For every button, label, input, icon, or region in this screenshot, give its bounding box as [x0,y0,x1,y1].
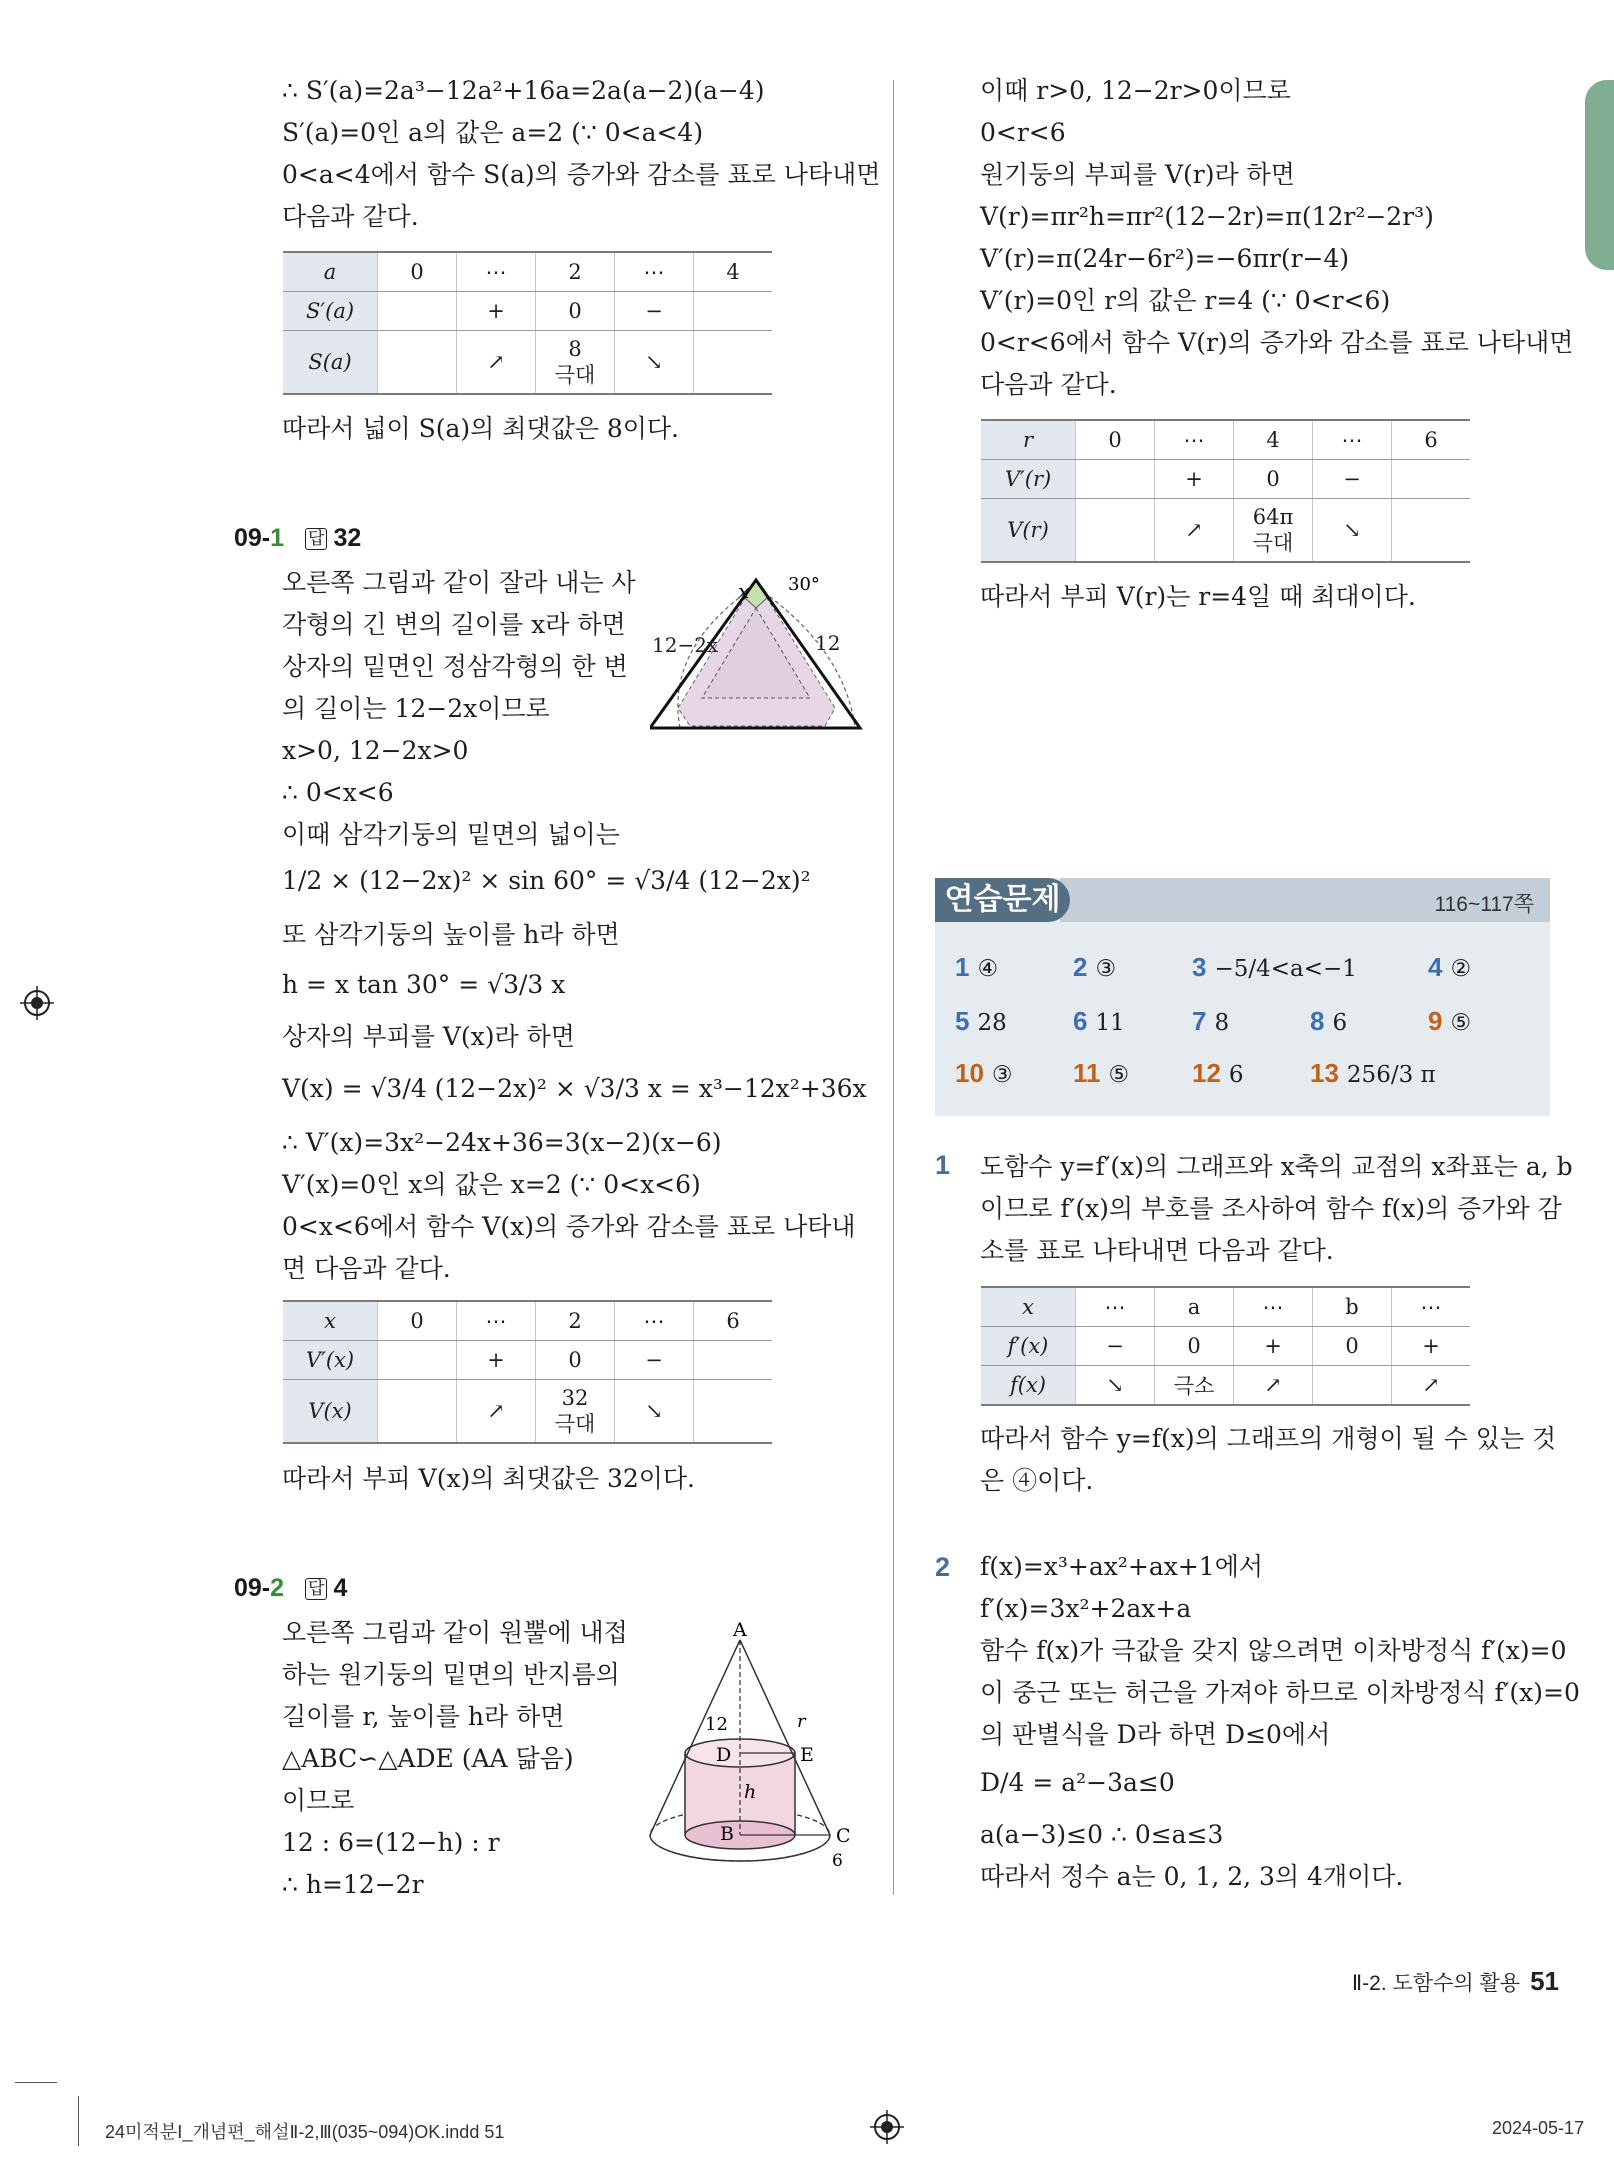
table-cell: ↗ [1392,1366,1471,1406]
table-cell: x [981,1287,1076,1327]
table-cell [694,1341,773,1380]
text-line: 이므로 f′(x)의 부호를 조사하여 함수 f(x)의 증가와 감 [980,1194,1562,1223]
fig-label-angle: 30° [788,574,820,595]
text-line: 소를 표로 나타내면 다음과 같다. [980,1236,1334,1265]
table-cell [1313,1366,1392,1406]
text-line: 따라서 함수 y=f(x)의 그래프의 개형이 될 수 있는 것 [980,1424,1557,1453]
table-cell [694,1380,773,1444]
table-cell: 극소 [1155,1366,1234,1406]
table-cell: ⋯ [1234,1287,1313,1327]
table-cell: 8 극대 [536,331,615,395]
table-cell: + [1392,1327,1471,1366]
table-cell: 0 [1076,420,1155,460]
answer-text: 6 [1228,1062,1244,1088]
table-cell [378,292,457,331]
running-head [1352,1966,1559,1997]
table-cell [1076,460,1155,499]
table-cell: 0 [536,292,615,331]
exercise-title: 연습문제 [935,878,1070,922]
answer-number: 10 [955,1058,984,1088]
problem-number: 2 [270,1574,285,1602]
text-line: 은 ④이다. [980,1466,1094,1495]
table-cell: ⋯ [1076,1287,1155,1327]
text-line: ∴ h=12−2r [282,1870,424,1899]
answer-text: 256/3 π [1346,1062,1436,1088]
text-line: 0<r<6에서 함수 V(r)의 증가와 감소를 표로 나타내면 [980,328,1574,357]
table-cell: S(a) [283,331,378,395]
text-line: a(a−3)≤0 ∴ 0≤a≤3 [980,1820,1224,1849]
table-cell: 0 [1313,1327,1392,1366]
answer-text: ⑤ [1108,1062,1130,1088]
answer-number: 4 [1428,952,1443,982]
text-line: 이므로 [282,1786,355,1815]
fig-label-r: r [797,1711,806,1732]
exercise-answer [1192,1058,1244,1089]
problem-id-09-1 [234,524,361,553]
fig-label-A: A [733,1620,747,1641]
answer-text: ⑤ [1450,1010,1472,1036]
text-line: f(x)=x³+ax²+ax+1에서 [980,1552,1264,1581]
fig-label-12: 12 [815,631,841,655]
fig-label-12: 12 [705,1714,728,1735]
table-cell: 0 [378,252,457,292]
problem-number: 1 [270,524,285,552]
text-line: 원기둥의 부피를 V(r)라 하면 [980,160,1295,189]
text-line: 함수 f(x)가 극값을 갖지 않으려면 이차방정식 f′(x)=0 [980,1636,1567,1665]
table-cell [694,292,773,331]
table-cell: + [1155,460,1234,499]
text-line: x>0, 12−2x>0 [282,736,469,765]
sign-table-fx [981,1286,1470,1406]
text-line: V′(r)=0인 r의 값은 r=4 (∵ 0<r<6) [980,286,1391,315]
answer-number: 5 [955,1006,970,1036]
exercise-answer [955,952,998,983]
answer-label: 답 [305,1578,327,1600]
table-cell [694,331,773,395]
text-line: ∴ S′(a)=2a³−12a²+16a=2a(a−2)(a−4) [282,76,765,105]
text-line: 하는 원기둥의 밑면의 반지름의 [282,1660,620,1689]
text-line: 다음과 같다. [282,202,419,231]
text-line: 이 중근 또는 허근을 가져야 하므로 이차방정식 f′(x)=0 [980,1678,1580,1707]
text-line: 오른쪽 그림과 같이 원뿔에 내접 [282,1618,628,1647]
table-cell: a [1155,1287,1234,1327]
table-cell: − [615,292,694,331]
exercise-answer [955,1058,1013,1089]
answer-number: 1 [955,952,970,982]
table-cell: f(x) [981,1366,1076,1406]
conclusion-text: 따라서 부피 V(x)의 최댓값은 32이다. [282,1464,696,1493]
math-line: 1/2 × (12−2x)² × sin 60° = √3/4 (12−2x)² [282,866,811,895]
table-cell: 2 [536,252,615,292]
text-line: △ABC∽△ADE (AA 닮음) [282,1744,574,1773]
answer-number: 7 [1192,1006,1207,1036]
text-line: 의 판별식을 D라 하면 D≤0에서 [980,1720,1331,1749]
sign-table-vr [981,419,1470,563]
table-cell: 0 [1155,1327,1234,1366]
table-cell: + [457,1341,536,1380]
exercise-answer [1073,1006,1125,1037]
text-line: V′(x)=0인 x의 값은 x=2 (∵ 0<x<6) [282,1170,701,1199]
table-cell [378,331,457,395]
answer-number: 12 [1192,1058,1221,1088]
conclusion-text: 따라서 넓이 S(a)의 최댓값은 8이다. [282,414,679,443]
conclusion-text: 따라서 부피 V(r)는 r=4일 때 최대이다. [980,582,1416,611]
chapter-side-tab [1585,80,1614,270]
text-line: 0<r<6 [980,118,1066,147]
text-line: 도함수 y=f′(x)의 그래프와 x축의 교점의 x좌표는 a, b [980,1152,1573,1181]
print-date: 2024-05-17 [1492,2118,1585,2138]
problem-id-09-2 [234,1574,347,1603]
table-cell: r [981,420,1076,460]
fig-label-B: B [720,1823,734,1845]
exercise-pages: 116~117쪽 [1434,893,1534,916]
text-line: 상자의 부피를 V(x)라 하면 [282,1022,575,1051]
table-cell: 0 [1234,460,1313,499]
file-name: 24미적분Ⅰ_개념편_해설Ⅱ-2,Ⅲ(035~094)OK.indd 51 [105,2122,505,2142]
registration-mark-icon [870,2110,904,2144]
table-cell: − [1313,460,1392,499]
text-line: 따라서 정수 a는 0, 1, 2, 3의 4개이다. [980,1862,1404,1891]
text-line: ∴ V′(x)=3x²−24x+36=3(x−2)(x−6) [282,1128,722,1157]
table-cell: + [457,292,536,331]
text-line: V′(r)=π(24r−6r²)=−6πr(r−4) [980,244,1350,273]
table-cell: V′(x) [283,1341,378,1380]
answer-number: 8 [1310,1006,1325,1036]
table-cell [1076,499,1155,563]
exercise-answer [1310,1006,1347,1037]
crop-mark [15,2082,57,2083]
table-cell: ⋯ [615,252,694,292]
table-cell: 6 [694,1301,773,1341]
text-line: ∴ 0<x<6 [282,778,394,807]
exercise-answer [1428,952,1471,983]
answer-text: ③ [991,1062,1013,1088]
text-line: 0<a<4에서 함수 S(a)의 증가와 감소를 표로 나타내면 [282,160,881,189]
exercise-answer [1073,1058,1129,1089]
math-line: V(x) = √3/4 (12−2x)² × √3/3 x = x³−12x²+36x [282,1074,867,1103]
table-cell: b [1313,1287,1392,1327]
exercise-answer [955,1006,1007,1037]
problem-prefix: 09- [234,1574,271,1602]
text-line: 다음과 같다. [980,370,1117,399]
text-line: 이때 r>0, 12−2r>0이므로 [980,76,1291,105]
table-cell: − [1076,1327,1155,1366]
math-line: h = x tan 30° = √3/3 x [282,970,566,999]
table-cell: ↘ [1076,1366,1155,1406]
exercise-answer [1192,952,1357,983]
text-line: 12 : 6=(12−h) : r [282,1828,500,1857]
table-cell: ⋯ [457,252,536,292]
table-cell [1392,460,1471,499]
answer-text: 8 [1214,1010,1230,1036]
text-line: 오른쪽 그림과 같이 잘라 내는 사 [282,568,636,597]
table-cell: f′(x) [981,1327,1076,1366]
table-cell: 32 극대 [536,1380,615,1444]
exercise-answer [1428,1006,1471,1037]
table-cell: + [1234,1327,1313,1366]
registration-mark-icon [20,986,54,1020]
table-cell: 2 [536,1301,615,1341]
text-line: 이때 삼각기둥의 밑면의 넓이는 [282,820,620,849]
answer-number: 3 [1192,952,1207,982]
table-cell: ↘ [1313,499,1392,563]
text-line: S′(a)=0인 a의 값은 a=2 (∵ 0<a<4) [282,118,704,147]
table-cell: ↘ [615,1380,694,1444]
sign-table-s [283,251,772,395]
text-line: 상자의 밑면인 정삼각형의 한 변 [282,652,628,681]
text-line: f′(x)=3x²+2ax+a [980,1594,1192,1623]
table-cell [378,1380,457,1444]
table-cell: x [283,1301,378,1341]
answer-text: 6 [1332,1010,1348,1036]
cone-cylinder-figure [640,1620,870,1870]
table-cell: 64π 극대 [1234,499,1313,563]
table-cell: ↘ [615,331,694,395]
table-cell: 4 [1234,420,1313,460]
exercise-answer [1310,1058,1436,1089]
table-cell: V(r) [981,499,1076,563]
table-cell [1392,499,1471,563]
table-cell: ⋯ [1392,1287,1471,1327]
column-divider [893,80,894,1895]
text-line: 또 삼각기둥의 높이를 h라 하면 [282,920,620,949]
exercise-answer [1192,1006,1229,1037]
text-line: V(r)=πr²h=πr²(12−2r)=π(12r²−2r³) [980,202,1434,231]
table-cell: V′(r) [981,460,1076,499]
table-cell: ⋯ [1313,420,1392,460]
fig-label-C: C [836,1825,851,1847]
math-line: D/4 = a²−3a≤0 [980,1768,1175,1797]
table-cell: ⋯ [615,1301,694,1341]
fig-label-h: h [744,1781,757,1803]
answer-number: 2 [1073,952,1088,982]
question-number: 1 [935,1150,951,1180]
table-cell: S′(a) [283,292,378,331]
answer-text: ② [1450,956,1472,982]
fig-label-x: x [738,579,750,603]
text-line: 면 다음과 같다. [282,1254,451,1283]
table-cell: V(x) [283,1380,378,1444]
table-cell: a [283,252,378,292]
answer-label: 답 [305,528,327,550]
answer-number: 6 [1073,1006,1088,1036]
text-line: 0<x<6에서 함수 V(x)의 증가와 감소를 표로 나타내 [282,1212,856,1241]
table-cell: 0 [536,1341,615,1380]
answer-value: 4 [333,1574,348,1602]
answer-number: 9 [1428,1006,1443,1036]
answer-value: 32 [333,524,362,552]
answer-text: ③ [1095,956,1117,982]
text-line: 길이를 r, 높이를 h라 하면 [282,1702,565,1731]
answer-text: −5/4<a<−1 [1214,956,1357,982]
table-cell: ⋯ [457,1301,536,1341]
table-cell: ↗ [1234,1366,1313,1406]
table-cell: ↗ [457,331,536,395]
answer-text: 11 [1095,1010,1125,1036]
answer-text: 28 [977,1010,1007,1036]
answer-number: 11 [1073,1058,1101,1088]
exercise-answer [1073,952,1116,983]
table-cell: 6 [1392,420,1471,460]
crop-mark [78,2096,79,2146]
section-title: Ⅱ-2. 도함수의 활용 [1351,1972,1521,1995]
text-line: 각형의 긴 변의 길이를 x라 하면 [282,610,626,639]
table-cell: − [615,1341,694,1380]
table-cell: 4 [694,252,773,292]
question-number: 2 [935,1552,951,1582]
table-cell: ↗ [457,1380,536,1444]
table-cell: ↗ [1155,499,1234,563]
table-cell [378,1341,457,1380]
answer-number: 13 [1310,1058,1339,1088]
table-cell: ⋯ [1155,420,1234,460]
problem-prefix: 09- [234,524,271,552]
answer-text: ④ [977,956,999,982]
fig-label-E: E [800,1744,814,1766]
sign-table-vx [283,1300,772,1444]
table-cell: 0 [378,1301,457,1341]
page-number: 51 [1530,1966,1559,1996]
fig-label-side: 12−2x [652,633,719,657]
fig-label-D: D [716,1744,732,1766]
text-line: 의 길이는 12−2x이므로 [282,694,550,723]
fig-label-6: 6 [832,1851,843,1870]
